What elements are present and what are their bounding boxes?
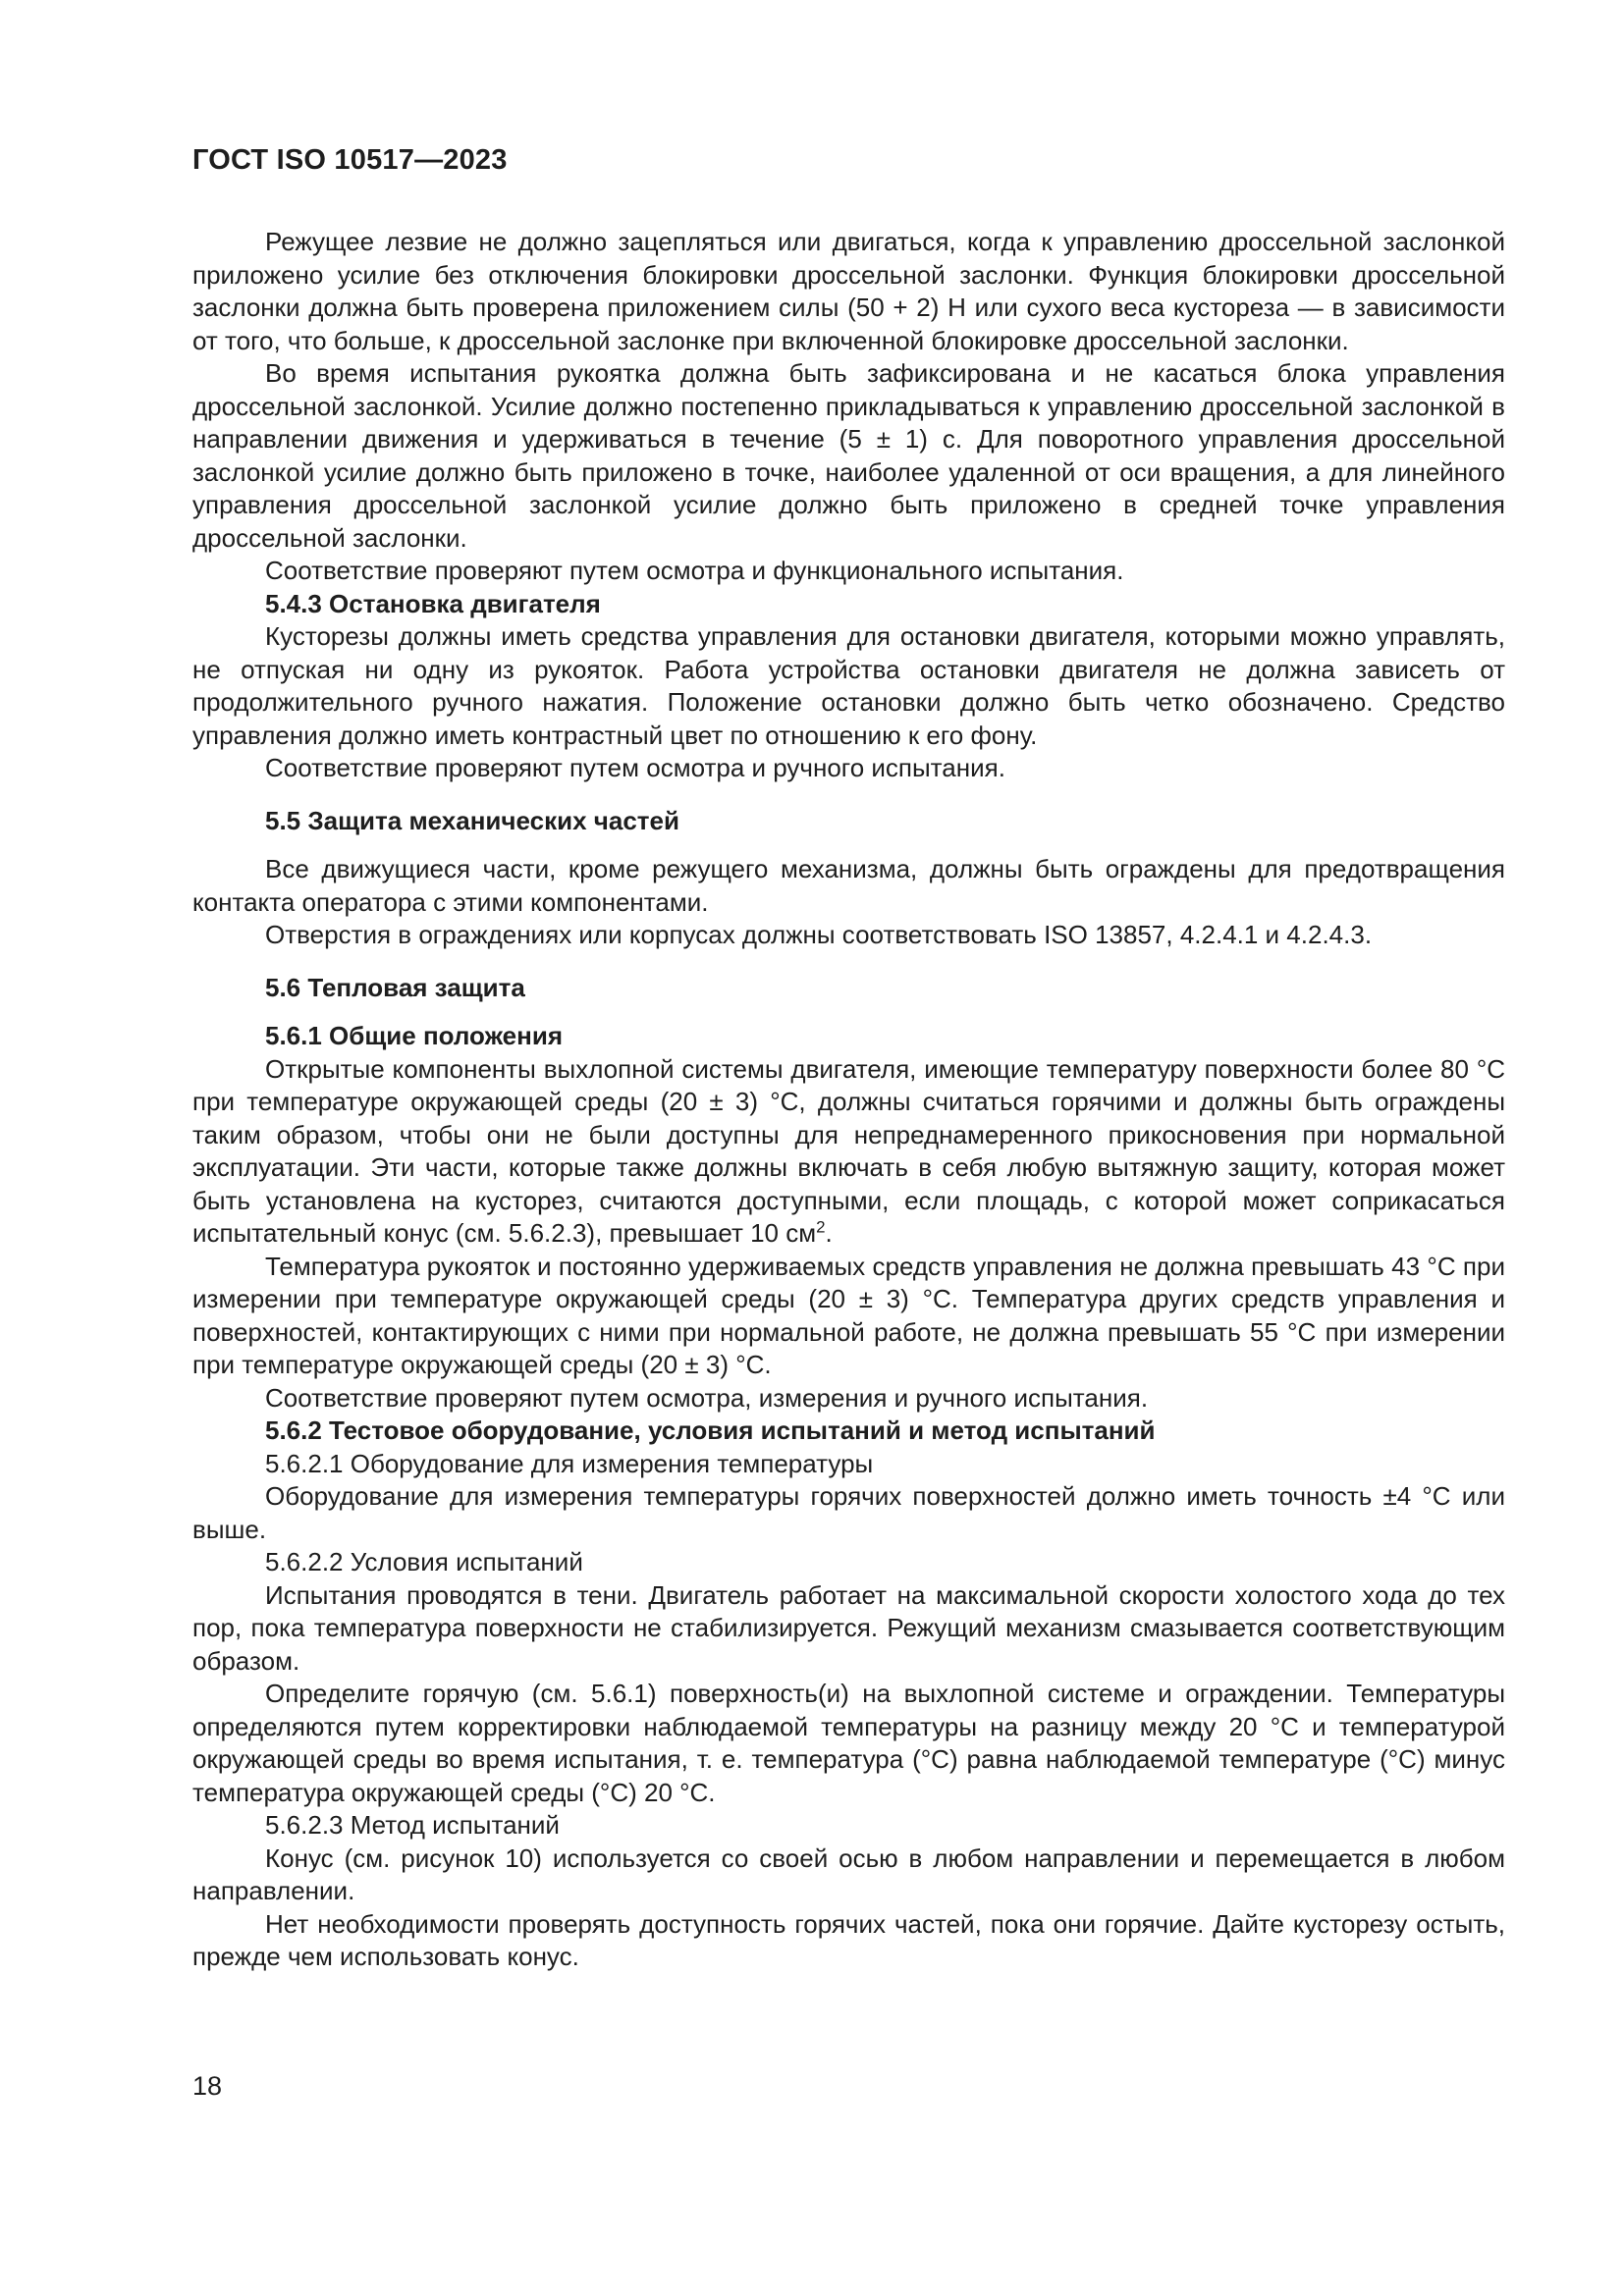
paragraph-hot-surfaces [192,1053,1505,1251]
document-header: ГОСТ ISO 10517—2023 [192,144,508,176]
paragraph-throttle-lock: Режущее лезвие не должно зацепляться или двигаться, когда к управлению дроссельной заслонкой приложено усилие без отключения блокировки дроссельной заслонки. Функция блокировки дроссельной заслонки должна быть проверена приложением силы (50 + 2) Н или сухого веса кустореза — в зависимости от того, что больше, к дроссельной заслонке при включенной блокировке дроссельной заслонки. [192,227,1505,355]
paragraph-cone-usage: Конус (см. рисунок 10) используется со своей осью в любом направлении и перемещается в любом направлении. [192,1842,1505,1905]
paragraph-compliance-manual-test: Соответствие проверяют путем осмотра и ручного испытания. [265,753,1005,782]
paragraph-compliance-functional-test: Соответствие проверяют путем осмотра и функционального испытания. [265,556,1124,585]
heading-5-6-2-test-equipment: 5.6.2 Тестовое оборудование, условия испытаний и метод испытаний [265,1415,1156,1445]
heading-5-6-1-general: 5.6.1 Общие положения [265,1021,563,1050]
paragraph-compliance-measurement-test: Соответствие проверяют путем осмотра, измерения и ручного испытания. [265,1382,1149,1413]
page-number: 18 [192,2071,223,2101]
document-body [192,226,1505,1974]
paragraph-engine-stop-controls: Кусторезы должны иметь средства управления для остановки двигателя, которыми можно управлять, не отпуская ни одну из рукояток. Работа устройства остановки двигателя не должна зависеть от продолжительного ручного нажатия. Положение остановки должно быть четко обозначено. Средство управления должно иметь контрастный цвет по отношению к его фону. [192,621,1505,750]
heading-5-5-mechanical-guarding: 5.5 Защита механических частей [265,805,679,835]
paragraph-test-force: Во время испытания рукоятка должна быть зафиксирована и не касаться блока управления дроссельной заслонкой. Усилие должно постепенно прикладываться к управлению дроссельной заслонкой в направлении движения и удерживаться в течение (5 ± 1) с. Для поворотного управления дроссельной заслонкой усилие должно быть приложено в точке, наиболее удаленной от оси вращения, а для линейного управления дроссельной заслонкой усилие должно быть приложено в средней точке управления дроссельной заслонки. [192,358,1505,553]
paragraph-cool-down: Нет необходимости проверять доступность горячих частей, пока они горячие. Дайте кусторезу остыть, прежде чем использовать конус. [192,1908,1505,1971]
superscript-square: 2 [816,1217,826,1237]
paragraph-temperature-correction: Определите горячую (см. 5.6.1) поверхность(и) на выхлопной системе и ограждении. Температуры определяются путем корректировки наблюдаемой температуры на разницу между 20 °С и температурой окружающей среды во время испытания, т. е. температура (°С) равна наблюдаемой температуре (°С) минус температура окружающей среды (°С) 20 °С. [192,1679,1505,1807]
clause-5-6-2-3-test-method: 5.6.2.3 Метод испытаний [265,1810,560,1840]
paragraph-hot-surfaces-text: Открытые компоненты выхлопной системы двигателя, имеющие температуру поверхности более 80 °С при температуре окружающей среды (20 ± 3) °С, должны считаться горячими и должны быть ограждены таким образом, чтобы они не были доступны для непреднамеренного прикосновения при нормальной эксплуатации. Эти части, которые также должны включать в себя любую вытяжную защиту, которая может быть установлена на кусторез, считаются доступными, если площадь, с которой может соприкасаться испытательный конус (см. 5.6.2.3), превышает 10 см [192,1053,1505,1248]
paragraph-moving-parts-guarded: Все движущиеся части, кроме режущего механизма, должны быть ограждены для предотвращения контакта оператора с этими компонентами. [192,854,1505,917]
heading-5-4-3-engine-stop: 5.4.3 Остановка двигателя [265,588,601,618]
heading-5-6-thermal-protection: 5.6 Тепловая защита [265,972,525,1002]
paragraph-guard-openings: Отверстия в ограждениях или корпусах должны соответствовать ISO 13857, 4.2.4.1 и 4.2.4.3. [265,920,1373,949]
paragraph-handle-temperature-limits: Температура рукояток и постоянно удерживаемых средств управления не должна превышать 43 °С при измерении при температуре окружающей среды (20 ± 3) °С. Температура других средств управления и поверхностей, контактирующих с ними при нормальной работе, не должна превышать 55 °С при измерении при температуре окружающей среды (20 ± 3) °С. [192,1251,1505,1379]
clause-5-6-2-2-test-conditions: 5.6.2.2 Условия испытаний [265,1547,583,1576]
paragraph-test-conditions: Испытания проводятся в тени. Двигатель работает на максимальной скорости холостого хода до тех пор, пока температура поверхности не стабилизируется. Режущий механизм смазывается соответствующим образом. [192,1579,1505,1676]
clause-5-6-2-1-temperature-equipment: 5.6.2.1 Оборудование для измерения температуры [265,1448,874,1478]
paragraph-equipment-accuracy: Оборудование для измерения температуры горячих поверхностей должно иметь точность ±4 °С или выше. [192,1481,1505,1544]
paragraph-hot-surfaces-tail: . [825,1218,833,1248]
